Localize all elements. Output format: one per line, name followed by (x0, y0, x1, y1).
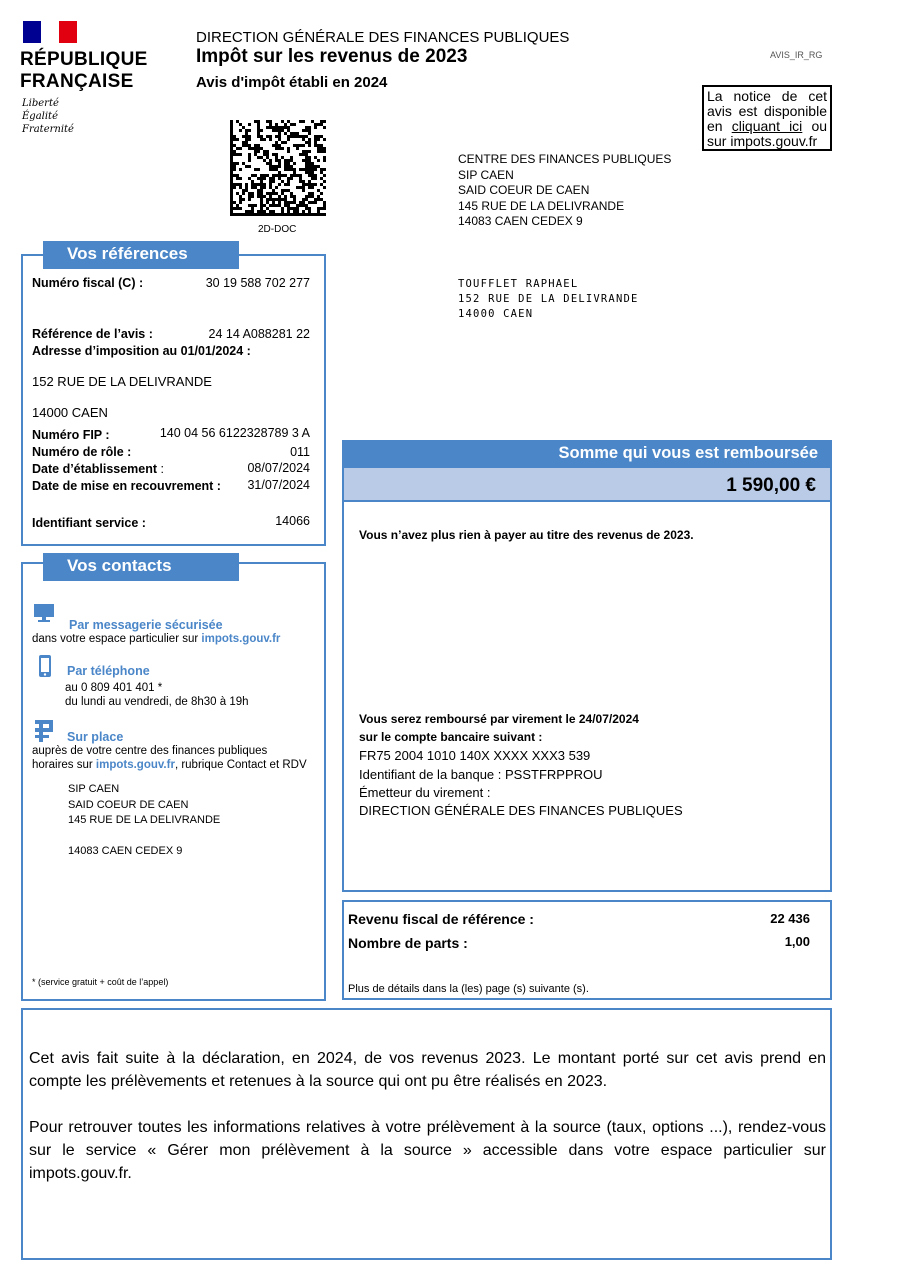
republique-francaise-logo (20, 18, 155, 138)
fip-label: Numéro FIP : (32, 428, 110, 442)
references-panel (21, 254, 326, 546)
iban-value: FR75 2004 1010 140X XXXX XXX3 539 (359, 748, 591, 763)
marianne-flag-icon (23, 21, 77, 43)
rfr-value: 22 436 (770, 911, 810, 926)
refund-title: Somme qui vous est remboursée (342, 440, 832, 468)
place-line-2a: horaires sur (32, 759, 93, 771)
logo-motto-1: Liberté (22, 98, 59, 109)
service-value: 14066 (275, 514, 310, 528)
messagerie-title: Par messagerie sécurisée (69, 618, 223, 632)
sender-line: SAID COEUR DE CAEN (458, 183, 590, 197)
logo-line-2: FRANÇAISE (20, 71, 134, 92)
role-value: 011 (290, 445, 310, 459)
sender-line: SIP CAEN (458, 167, 514, 182)
place-line-2b: , rubrique Contact et RDV (174, 759, 307, 771)
place-line-1: auprès de votre centre des finances publiques (32, 745, 268, 757)
recouv-value: 31/07/2024 (247, 478, 310, 492)
recouv-label: Date de mise en recouvrement : (32, 479, 221, 493)
contact-address-line: SIP CAEN (68, 783, 120, 795)
emetteur-label: Émetteur du virement : (359, 785, 491, 800)
bank-id: Identifiant de la banque : PSSTFRPPROU (359, 767, 603, 782)
adresse-line-2: 14000 CAEN (32, 405, 108, 420)
numero-fiscal-value: 30 19 588 702 277 (205, 276, 310, 290)
logo-line-1: RÉPUBLIQUE (20, 49, 148, 70)
adresse-line-1: 152 RUE DE LA DELIVRANDE (32, 374, 212, 389)
references-title: Vos références (43, 241, 239, 269)
direction-title: DIRECTION GÉNÉRALE DES FINANCES PUBLIQUES (196, 29, 570, 46)
virement-line-1: Vous serez remboursé par virement le 24/07/2024 (359, 712, 639, 726)
contacts-title: Vos contacts (43, 553, 239, 581)
messagerie-text-part: dans votre espace particulier sur (32, 633, 199, 645)
contact-address-line: SAID COEUR DE CAEN (68, 798, 189, 811)
place-line-2 (32, 758, 307, 773)
logo-motto-3: Fraternité (22, 124, 74, 135)
numero-fiscal-label: Numéro fiscal (C) : (32, 276, 144, 290)
notice-text-2: ou sur impots.gouv.fr (707, 118, 828, 149)
qr-label: 2D-DOC (258, 224, 297, 235)
recipient-line: 152 RUE DE LA DELIVRANDE (458, 293, 639, 305)
place-title: Sur place (67, 730, 124, 744)
adresse-imposition-label: Adresse d’imposition au 01/01/2024 : (32, 344, 251, 358)
telephone-line-2: du lundi au vendredi, de 8h30 à 19h (65, 696, 249, 708)
notice-text-1: La notice de cet avis est disponible en (707, 88, 827, 134)
contact-address (68, 782, 220, 829)
2d-doc-qr-code-icon (230, 120, 326, 216)
contact-address-city: 14083 CAEN CEDEX 9 (68, 845, 183, 857)
logo-motto-2: Égalité (22, 111, 58, 122)
place-link[interactable]: impots.gouv.fr (95, 759, 175, 771)
rfr-label: Revenu fiscal de référence : (348, 911, 534, 927)
etab-value: 08/07/2024 (247, 461, 310, 475)
messagerie-link[interactable]: impots.gouv.fr (201, 633, 281, 645)
refund-amount: 1 590,00 € (342, 468, 832, 502)
page-title: Impôt sur les revenus de 2023 (196, 46, 468, 67)
parts-value: 1,00 (784, 934, 810, 949)
ref-avis-value: 24 14 A088281 22 (208, 327, 310, 341)
info-paragraph-2: Pour retrouver toutes les informations relatives à votre prélèvement à la source (taux, options ...), rendez-vous sur le service « Gérer mon prélèvement à la source » accessible dans votre espace particulier sur impots.gouv.fr. (29, 1119, 826, 1182)
messagerie-text (32, 632, 280, 647)
contacts-footnote: * (service gratuit + coût de l’appel) (32, 977, 169, 987)
emetteur-value: DIRECTION GÉNÉRALE DES FINANCES PUBLIQUES (359, 803, 683, 818)
notice-box (702, 85, 832, 151)
phone-icon (37, 654, 53, 678)
etab-label: Date d’établissement : (32, 462, 164, 476)
telephone-line-1: au 0 809 401 401 * (65, 682, 163, 694)
parts-label: Nombre de parts : (348, 935, 468, 951)
sender-line: 145 RUE DE LA DELIVRANDE (458, 198, 625, 213)
etab-label-text: Date d’établissement (32, 462, 158, 476)
nothing-to-pay-text: Vous n’avez plus rien à payer au titre des revenus de 2023. (359, 528, 694, 542)
notice-link[interactable]: cliquant ici (731, 118, 803, 134)
virement-line-2: sur le compte bancaire suivant : (359, 730, 543, 744)
sender-line: 14083 CAEN CEDEX 9 (458, 214, 583, 228)
fip-value: 140 04 56 6122328789 3 A (159, 426, 310, 440)
location-icon (33, 718, 55, 744)
ref-avis-label: Référence de l’avis : (32, 327, 153, 341)
sender-line: CENTRE DES FINANCES PUBLIQUES (458, 152, 672, 166)
computer-icon (33, 603, 57, 623)
recipient-line: TOUFFLET RAPHAEL (458, 278, 579, 290)
sender-address (458, 152, 671, 230)
info-paragraph-1: Cet avis fait suite à la déclaration, en 2024, de vos revenus 2023. Le montant porté sur cet avis prend en compte les prélèvements et retenues à la source qui ont pu être réalisés en 2023. (29, 1050, 826, 1090)
page-subtitle: Avis d'impôt établi en 2024 (196, 74, 388, 91)
details-note: Plus de détails dans la (les) page (s) suivante (s). (348, 983, 589, 995)
service-label: Identifiant service : (32, 516, 146, 530)
recipient-line: 14000 CAEN (458, 308, 534, 320)
document-code: AVIS_IR_RG (770, 50, 823, 60)
refund-body (342, 502, 832, 892)
recipient-address (458, 277, 639, 322)
role-label: Numéro de rôle : (32, 445, 132, 459)
telephone-title: Par téléphone (67, 664, 150, 678)
contact-address-line: 145 RUE DE LA DELIVRANDE (68, 814, 221, 826)
